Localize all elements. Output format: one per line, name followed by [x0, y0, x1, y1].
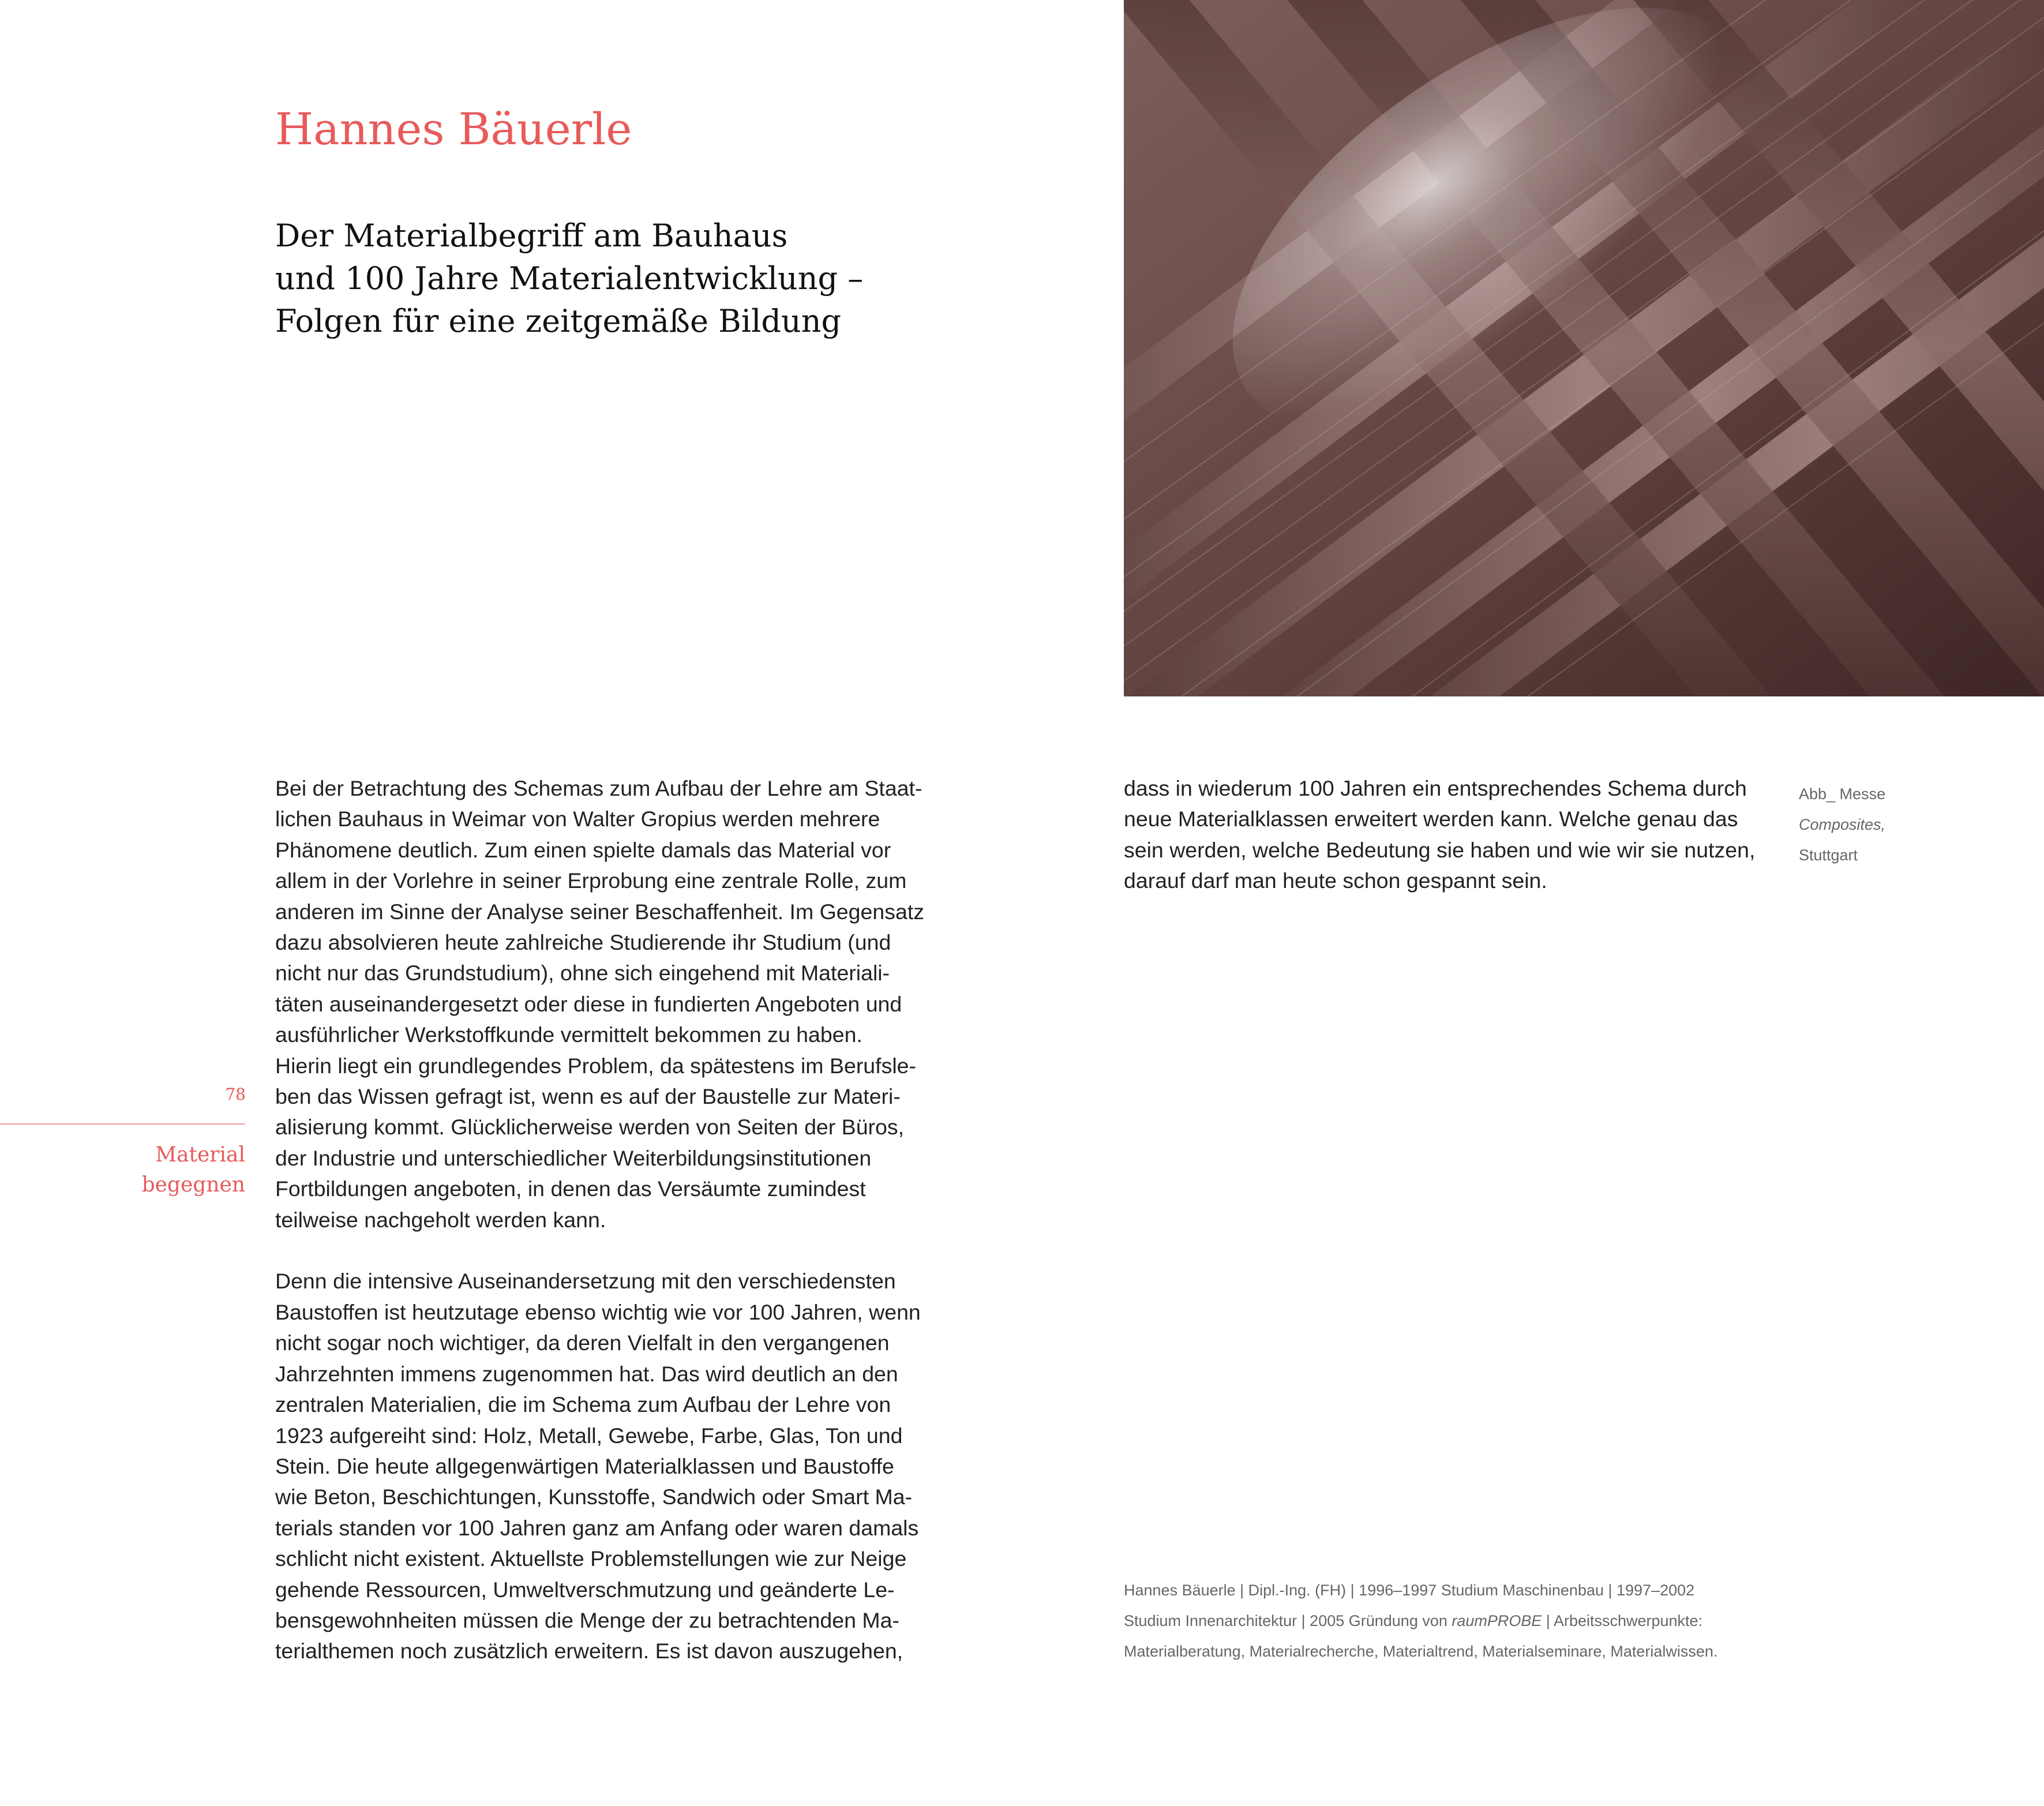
text-line: alisierung kommt. Glücklicherweise werden von Seiten der Büros, [275, 1115, 905, 1140]
text-line: darauf darf man heute schon gespannt sein. [1124, 868, 1547, 893]
author-bio [1124, 1575, 1816, 1667]
section-label-line: begegnen [141, 1173, 245, 1197]
text-line: neue Materialklassen erweitert werden kann. Welche genau das [1124, 807, 1738, 831]
text-line: dass in wiederum 100 Jahren ein entsprechendes Schema durch [1124, 776, 1747, 800]
bio-line: Hannes Bäuerle | Dipl.-Ing. (FH) | 1996–1997 Studium Maschinenbau | 1997–2002 [1124, 1582, 1695, 1599]
text-line: Stein. Die heute allgegenwärtigen Materialklassen und Baustoffe [275, 1453, 894, 1478]
text-line: allem in der Vorlehre in seiner Erprobung eine zentrale Rolle, zum [275, 868, 907, 893]
text-line: zentralen Materialien, die im Schema zum Aufbau der Lehre von [275, 1392, 891, 1417]
body-column-right [1124, 773, 1770, 897]
text-line: dazu absolvieren heute zahlreiche Studierende ihr Studium (und [275, 930, 891, 955]
text-line: Baustoffen ist heutzutage ebenso wichtig wie vor 100 Jahren, wenn [275, 1299, 921, 1324]
paragraph-2 [275, 1266, 933, 1666]
title-line: Folgen für eine zeitgemäße Bildung [275, 303, 842, 339]
title-line: und 100 Jahre Materialentwicklung – [275, 260, 864, 297]
text-line: Denn die intensive Auseinandersetzung mit den verschiedensten [275, 1269, 896, 1294]
caption-line: Abb_ Messe [1799, 785, 1886, 803]
text-line: terialthemen noch zusätzlich erweitern. Es ist davon auszugehen, [275, 1639, 903, 1663]
text-line: Bei der Betrachtung des Schemas zum Aufbau der Lehre am Staat- [275, 776, 922, 800]
page-number: 78 [225, 1085, 246, 1104]
bio-line [1124, 1606, 1816, 1636]
bio-text: | Arbeitsschwerpunkte: [1542, 1612, 1703, 1629]
text-line: Phänomene deutlich. Zum einen spielte damals das Material vor [275, 837, 891, 862]
bio-text: Studium Innenarchitektur | 2005 Gründung von [1124, 1612, 1452, 1629]
text-line: teilweise nachgeholt werden kann. [275, 1207, 606, 1232]
caption-italic: Composites, [1799, 816, 1886, 833]
text-line: ausführlicher Werkstoffkunde vermittelt bekommen zu haben. [275, 1022, 862, 1047]
bio-line: Materialberatung, Materialrecherche, Materialtrend, Materialseminare, Materialwissen. [1124, 1643, 1718, 1660]
text-line: sein werden, welche Bedeutung sie haben und wie wir sie nutzen, [1124, 837, 1756, 862]
author-name: Hannes Bäuerle [275, 103, 632, 155]
text-line: nicht nur das Grundstudium), ohne sich eingehend mit Materiali- [275, 961, 890, 986]
text-line: bensgewohnheiten müssen die Menge der zu betrachtenden Ma- [275, 1608, 899, 1632]
section-label [87, 1140, 245, 1200]
caption-line: Stuttgart [1799, 846, 1858, 864]
text-line: terials standen vor 100 Jahren ganz am Anfang oder waren damals [275, 1515, 919, 1540]
body-column-left [275, 773, 933, 1667]
text-line: gehende Ressourcen, Umweltverschmutzung und geänderte Le- [275, 1577, 895, 1602]
text-line: wie Beton, Beschichtungen, Kunsstoffe, Sandwich oder Smart Ma- [275, 1485, 913, 1509]
text-line: lichen Bauhaus in Weimar von Walter Gropius werden mehrere [275, 807, 880, 831]
text-line: der Industrie und unterschiedlicher Weiterbildungsinstitutionen [275, 1145, 872, 1170]
text-line: schlicht nicht existent. Aktuellste Problemstellungen wie zur Neige [275, 1546, 907, 1571]
article-title [275, 215, 996, 343]
margin-rule [0, 1123, 245, 1125]
woven-fiber-photo [1124, 0, 2044, 696]
bio-italic: raumPROBE [1452, 1612, 1542, 1629]
text-line: täten auseinandergesetzt oder diese in fundierten Angeboten und [275, 991, 902, 1016]
woven-fiber-image [1124, 0, 2044, 696]
text-line: Jahrzehnten immens zugenommen hat. Das wird deutlich an den [275, 1361, 898, 1386]
text-line: nicht sogar noch wichtiger, da deren Vielfalt in den vergangenen [275, 1331, 890, 1355]
title-line: Der Materialbegriff am Bauhaus [275, 218, 788, 254]
caption-line [1799, 810, 1937, 840]
paragraph-1 [275, 773, 933, 1235]
paragraph-gap [275, 1235, 933, 1266]
text-line: 1923 aufgereiht sind: Holz, Metall, Gewebe, Farbe, Glas, Ton und [275, 1423, 903, 1448]
text-line: ben das Wissen gefragt ist, wenn es auf der Baustelle zur Materi- [275, 1084, 901, 1109]
text-line: Fortbildungen angeboten, in denen das Versäumte zumindest [275, 1176, 866, 1201]
section-label-line: Material [155, 1143, 245, 1167]
text-line: anderen im Sinne der Analyse seiner Beschaffenheit. Im Gegensatz [275, 899, 924, 924]
text-line: Hierin liegt ein grundlegendes Problem, da spätestens im Berufsle- [275, 1053, 917, 1078]
image-caption [1799, 779, 1937, 871]
